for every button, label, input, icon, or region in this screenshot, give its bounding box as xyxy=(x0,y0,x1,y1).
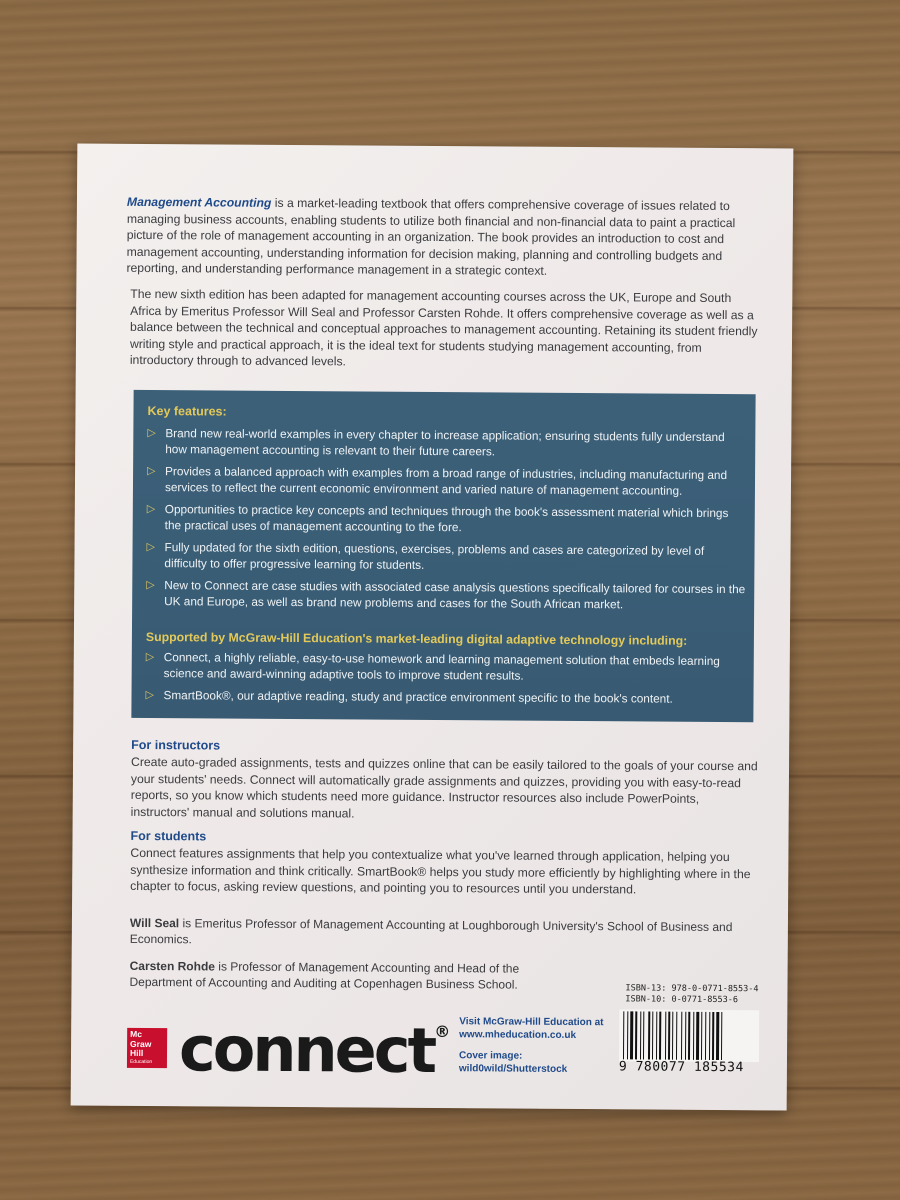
logo-line: Mc xyxy=(130,1028,142,1039)
instructors-heading: For instructors xyxy=(131,737,221,753)
author-bio-text: is Emeritus Professor of Management Accounting at Loughborough University's School of Business and Economics. xyxy=(129,916,733,946)
book-back-cover xyxy=(71,144,794,1111)
arrow-bullet-icon: ▷ xyxy=(145,651,155,664)
author-bio xyxy=(129,959,559,993)
isbn-13: ISBN-13: 978-0-0771-8553-4 xyxy=(625,983,759,995)
key-feature-item xyxy=(146,578,746,613)
key-feature-text: Provides a balanced approach with examples from a broad range of industries, including manufacturing and services to reflect the current economic environment and varied nature of management accounting. xyxy=(164,464,728,498)
key-features-list xyxy=(146,426,747,620)
registered-mark: ® xyxy=(434,1022,448,1042)
key-feature-text: Brand new real-world examples in every chapter to increase application; ensuring students fully understand how management accounting is relevant to their future careers. xyxy=(165,426,725,458)
book-title-emphasis: Management Accounting xyxy=(126,194,272,210)
supported-text: Connect, a highly reliable, easy-to-use homework and learning management solution that embeds learning science and award-winning adaptive tools to improve student results. xyxy=(163,650,720,683)
key-feature-item xyxy=(147,426,747,461)
supported-list xyxy=(145,650,745,715)
arrow-bullet-icon: ▷ xyxy=(145,689,155,702)
key-feature-item xyxy=(147,502,747,537)
barcode-number: 9 780077 185534 xyxy=(618,1059,744,1076)
supported-item xyxy=(145,688,745,708)
key-feature-text: Opportunities to practice key concepts and techniques through the book's assessment material which brings the practical uses of management accounting to the fore. xyxy=(164,502,729,534)
connect-logo xyxy=(179,1012,448,1087)
author-bio-text: is Professor of Management Accounting and Head of the Department of Accounting and Auditing at Copenhagen Business School. xyxy=(129,959,520,992)
arrow-bullet-icon: ▷ xyxy=(146,503,156,516)
key-feature-text: Fully updated for the sixth edition, questions, exercises, problems and cases are categorized by level of difficulty to offer progressive learning for students. xyxy=(164,540,705,572)
visit-text: Visit McGraw-Hill Education at xyxy=(459,1016,604,1029)
cover-credit-source: wild0wild/Shutterstock xyxy=(458,1062,568,1075)
key-feature-item xyxy=(147,464,747,499)
supported-item xyxy=(146,650,746,685)
key-features-title: Key features: xyxy=(147,404,227,419)
isbn-block xyxy=(625,983,758,1006)
logo-line: Graw xyxy=(130,1038,152,1049)
key-feature-text: New to Connect are case studies with associated case analysis questions specifically tailored for courses in the UK and Europe, as well as brand new problems and cases for the South African market. xyxy=(164,578,746,611)
publisher-visit xyxy=(459,1016,603,1042)
students-heading: For students xyxy=(130,828,207,844)
arrow-bullet-icon: ▷ xyxy=(146,579,155,592)
key-feature-item xyxy=(146,540,746,575)
intro-paragraph-text: is a market-leading textbook that offers comprehensive coverage of issues related to managing business accounts, enabling students to utilize both financial and non-financial data to paint a practical picture of the role of management accounting in an organization. The book provides an introduction to cost and management accounting, understanding information for decision making, planning and controlling budgets and reporting, and understanding performance management in a strategic context. xyxy=(126,195,736,278)
edition-paragraph: The new sixth edition has been adapted for management accounting courses across the UK, Europe and South Africa by Emeritus Professor Will Seal and Professor Carsten Rohde. It offers comprehensive coverage as well as a balance between the technical and conceptual approaches to management accounting. Retaining its student friendly writing style and practical approach, it is the ideal text for students studying management accounting, from introductory through to advanced levels. xyxy=(129,286,758,369)
author-name: Carsten Rohde xyxy=(129,958,216,974)
publisher-url: www.mheducation.co.uk xyxy=(459,1028,577,1041)
instructors-text: Create auto-graded assignments, tests and quizzes online that can be easily tailored to the goals of your course and your students' needs. Connect will automatically grade assignments and quizzes, providing you with easy-to-read reports, so you know which students need more guidance. Instructor resources also include PowerPoints, instructors' manual and solutions manual. xyxy=(130,754,758,820)
logo-line: Education xyxy=(129,1058,153,1065)
author-bio xyxy=(130,916,760,951)
logo-line: Hill xyxy=(129,1047,144,1058)
key-features-panel xyxy=(131,390,755,722)
cover-credit-label: Cover image: xyxy=(458,1050,523,1062)
supported-text: SmartBook®, our adaptive reading, study and practice environment specific to the book's content. xyxy=(163,688,673,706)
connect-wordmark: connect xyxy=(178,1012,435,1088)
intro-paragraph xyxy=(126,194,759,281)
students-text: Connect features assignments that help you contextualize what you've learned through application, helping you synthesize information and think critically. SmartBook® helps you study more efficiently by highlighting where in the chapter to focus, asking review questions, and pointing you to resources until you understand. xyxy=(130,845,751,897)
author-name: Will Seal xyxy=(129,915,180,931)
arrow-bullet-icon: ▷ xyxy=(147,427,156,440)
mcgraw-hill-logo xyxy=(127,1028,167,1068)
cover-credit xyxy=(459,1050,568,1076)
arrow-bullet-icon: ▷ xyxy=(146,541,156,554)
arrow-bullet-icon: ▷ xyxy=(147,465,156,478)
barcode xyxy=(619,1009,759,1062)
supported-title: Supported by McGraw-Hill Education's market-leading digital adaptive technology including: xyxy=(145,630,688,648)
isbn-10: ISBN-10: 0-0771-8553-6 xyxy=(625,994,739,1006)
